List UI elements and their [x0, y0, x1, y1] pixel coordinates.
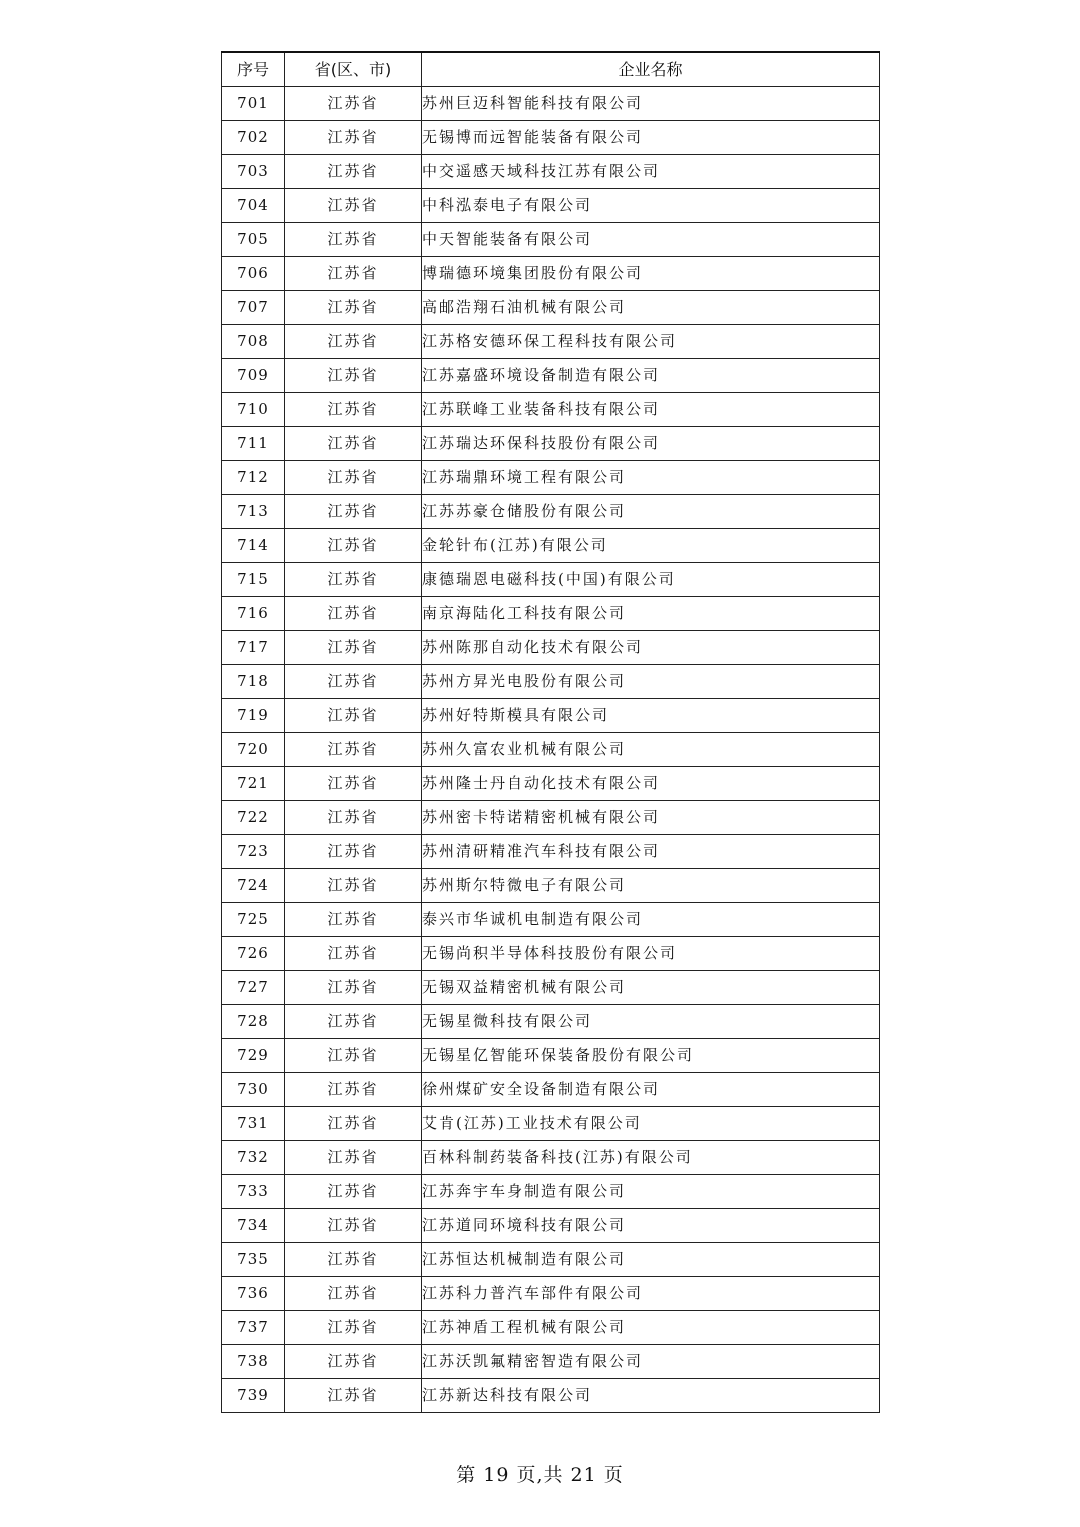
row-serial-number: 711 [222, 427, 285, 461]
row-serial-number: 715 [222, 563, 285, 597]
table-row [222, 1141, 880, 1175]
table-row [222, 1379, 880, 1413]
table-row [222, 1311, 880, 1345]
row-enterprise-name: 无锡博而远智能装备有限公司 [422, 121, 880, 155]
table-row [222, 597, 880, 631]
table-row [222, 257, 880, 291]
row-serial-number: 702 [222, 121, 285, 155]
row-province: 江苏省 [285, 937, 422, 971]
row-enterprise-name: 百林科制药装备科技(江苏)有限公司 [422, 1141, 880, 1175]
table-row [222, 937, 880, 971]
row-province: 江苏省 [285, 461, 422, 495]
table-row [222, 1073, 880, 1107]
row-enterprise-name: 苏州清研精准汽车科技有限公司 [422, 835, 880, 869]
row-serial-number: 727 [222, 971, 285, 1005]
row-serial-number: 713 [222, 495, 285, 529]
row-serial-number: 707 [222, 291, 285, 325]
row-province: 江苏省 [285, 733, 422, 767]
table-row [222, 903, 880, 937]
table-body [222, 87, 880, 1413]
row-serial-number: 705 [222, 223, 285, 257]
table-row [222, 699, 880, 733]
row-enterprise-name: 江苏奔宇车身制造有限公司 [422, 1175, 880, 1209]
table-row [222, 835, 880, 869]
row-province: 江苏省 [285, 869, 422, 903]
row-serial-number: 719 [222, 699, 285, 733]
row-serial-number: 724 [222, 869, 285, 903]
row-enterprise-name: 中科泓泰电子有限公司 [422, 189, 880, 223]
row-province: 江苏省 [285, 155, 422, 189]
table-row [222, 189, 880, 223]
row-province: 江苏省 [285, 257, 422, 291]
row-enterprise-name: 泰兴市华诚机电制造有限公司 [422, 903, 880, 937]
row-enterprise-name: 苏州斯尔特微电子有限公司 [422, 869, 880, 903]
row-serial-number: 738 [222, 1345, 285, 1379]
table-row [222, 1277, 880, 1311]
table-row [222, 393, 880, 427]
row-province: 江苏省 [285, 1005, 422, 1039]
header-enterprise-name: 企业名称 [422, 52, 880, 87]
row-enterprise-name: 苏州巨迈科智能科技有限公司 [422, 87, 880, 121]
table-row [222, 325, 880, 359]
row-enterprise-name: 江苏科力普汽车部件有限公司 [422, 1277, 880, 1311]
row-serial-number: 701 [222, 87, 285, 121]
table-row [222, 359, 880, 393]
table-row [222, 495, 880, 529]
row-enterprise-name: 江苏沃凯氟精密智造有限公司 [422, 1345, 880, 1379]
row-serial-number: 720 [222, 733, 285, 767]
row-province: 江苏省 [285, 1311, 422, 1345]
row-enterprise-name: 无锡双益精密机械有限公司 [422, 971, 880, 1005]
page-number-footer: 第 19 页,共 21 页 [456, 1464, 624, 1486]
row-serial-number: 706 [222, 257, 285, 291]
table-row [222, 801, 880, 835]
table-row [222, 563, 880, 597]
table-row [222, 1005, 880, 1039]
row-enterprise-name: 苏州陈那自动化技术有限公司 [422, 631, 880, 665]
row-enterprise-name: 中天智能装备有限公司 [422, 223, 880, 257]
table-row [222, 121, 880, 155]
table-row [222, 869, 880, 903]
row-province: 江苏省 [285, 359, 422, 393]
table-row [222, 223, 880, 257]
row-enterprise-name: 苏州久富农业机械有限公司 [422, 733, 880, 767]
row-province: 江苏省 [285, 699, 422, 733]
row-province: 江苏省 [285, 87, 422, 121]
row-serial-number: 709 [222, 359, 285, 393]
row-province: 江苏省 [285, 1175, 422, 1209]
row-province: 江苏省 [285, 1039, 422, 1073]
row-enterprise-name: 江苏新达科技有限公司 [422, 1379, 880, 1413]
row-enterprise-name: 康德瑞恩电磁科技(中国)有限公司 [422, 563, 880, 597]
table-row [222, 665, 880, 699]
row-serial-number: 712 [222, 461, 285, 495]
row-enterprise-name: 金轮针布(江苏)有限公司 [422, 529, 880, 563]
row-province: 江苏省 [285, 291, 422, 325]
row-province: 江苏省 [285, 427, 422, 461]
row-enterprise-name: 无锡星微科技有限公司 [422, 1005, 880, 1039]
row-serial-number: 734 [222, 1209, 285, 1243]
row-province: 江苏省 [285, 393, 422, 427]
row-enterprise-name: 无锡尚积半导体科技股份有限公司 [422, 937, 880, 971]
row-serial-number: 739 [222, 1379, 285, 1413]
row-serial-number: 703 [222, 155, 285, 189]
table-row [222, 1107, 880, 1141]
row-enterprise-name: 江苏瑞达环保科技股份有限公司 [422, 427, 880, 461]
row-province: 江苏省 [285, 495, 422, 529]
row-province: 江苏省 [285, 767, 422, 801]
row-province: 江苏省 [285, 189, 422, 223]
row-enterprise-name: 江苏格安德环保工程科技有限公司 [422, 325, 880, 359]
row-enterprise-name: 江苏恒达机械制造有限公司 [422, 1243, 880, 1277]
row-enterprise-name: 江苏嘉盛环境设备制造有限公司 [422, 359, 880, 393]
table-row [222, 733, 880, 767]
row-enterprise-name: 苏州方昇光电股份有限公司 [422, 665, 880, 699]
row-enterprise-name: 高邮浩翔石油机械有限公司 [422, 291, 880, 325]
row-province: 江苏省 [285, 835, 422, 869]
row-province: 江苏省 [285, 1345, 422, 1379]
row-province: 江苏省 [285, 1379, 422, 1413]
table-row [222, 427, 880, 461]
row-province: 江苏省 [285, 665, 422, 699]
row-province: 江苏省 [285, 1141, 422, 1175]
row-province: 江苏省 [285, 1107, 422, 1141]
table-row [222, 461, 880, 495]
row-enterprise-name: 苏州密卡特诺精密机械有限公司 [422, 801, 880, 835]
table-row [222, 1039, 880, 1073]
row-province: 江苏省 [285, 325, 422, 359]
table-row [222, 291, 880, 325]
row-serial-number: 728 [222, 1005, 285, 1039]
row-enterprise-name: 江苏神盾工程机械有限公司 [422, 1311, 880, 1345]
table-header-row [222, 52, 880, 87]
header-province: 省(区、市) [285, 52, 422, 87]
table-row [222, 1209, 880, 1243]
table-row [222, 1345, 880, 1379]
row-province: 江苏省 [285, 1073, 422, 1107]
row-serial-number: 718 [222, 665, 285, 699]
table-row [222, 87, 880, 121]
row-serial-number: 710 [222, 393, 285, 427]
row-serial-number: 716 [222, 597, 285, 631]
row-enterprise-name: 江苏联峰工业装备科技有限公司 [422, 393, 880, 427]
row-serial-number: 735 [222, 1243, 285, 1277]
row-serial-number: 736 [222, 1277, 285, 1311]
row-serial-number: 733 [222, 1175, 285, 1209]
enterprise-table [221, 51, 880, 1413]
row-serial-number: 737 [222, 1311, 285, 1345]
table-row [222, 155, 880, 189]
row-serial-number: 714 [222, 529, 285, 563]
row-serial-number: 708 [222, 325, 285, 359]
row-serial-number: 723 [222, 835, 285, 869]
row-serial-number: 722 [222, 801, 285, 835]
table-row [222, 1175, 880, 1209]
row-enterprise-name: 徐州煤矿安全设备制造有限公司 [422, 1073, 880, 1107]
table-row [222, 1243, 880, 1277]
table-row [222, 529, 880, 563]
row-serial-number: 721 [222, 767, 285, 801]
row-enterprise-name: 南京海陆化工科技有限公司 [422, 597, 880, 631]
row-serial-number: 731 [222, 1107, 285, 1141]
row-enterprise-name: 江苏瑞鼎环境工程有限公司 [422, 461, 880, 495]
row-province: 江苏省 [285, 597, 422, 631]
row-serial-number: 717 [222, 631, 285, 665]
row-enterprise-name: 博瑞德环境集团股份有限公司 [422, 257, 880, 291]
row-province: 江苏省 [285, 1243, 422, 1277]
row-province: 江苏省 [285, 529, 422, 563]
row-serial-number: 704 [222, 189, 285, 223]
row-province: 江苏省 [285, 1209, 422, 1243]
row-serial-number: 726 [222, 937, 285, 971]
row-serial-number: 725 [222, 903, 285, 937]
row-province: 江苏省 [285, 223, 422, 257]
header-serial-number: 序号 [222, 52, 285, 87]
row-province: 江苏省 [285, 563, 422, 597]
table-row [222, 971, 880, 1005]
row-enterprise-name: 无锡星亿智能环保装备股份有限公司 [422, 1039, 880, 1073]
row-enterprise-name: 中交遥感天域科技江苏有限公司 [422, 155, 880, 189]
row-enterprise-name: 江苏苏豪仓储股份有限公司 [422, 495, 880, 529]
row-province: 江苏省 [285, 903, 422, 937]
row-province: 江苏省 [285, 121, 422, 155]
table-row [222, 631, 880, 665]
row-enterprise-name: 苏州好特斯模具有限公司 [422, 699, 880, 733]
row-enterprise-name: 艾肯(江苏)工业技术有限公司 [422, 1107, 880, 1141]
row-enterprise-name: 苏州隆士丹自动化技术有限公司 [422, 767, 880, 801]
row-province: 江苏省 [285, 971, 422, 1005]
row-province: 江苏省 [285, 801, 422, 835]
row-serial-number: 729 [222, 1039, 285, 1073]
table-row [222, 767, 880, 801]
row-enterprise-name: 江苏道同环境科技有限公司 [422, 1209, 880, 1243]
row-province: 江苏省 [285, 1277, 422, 1311]
row-province: 江苏省 [285, 631, 422, 665]
row-serial-number: 732 [222, 1141, 285, 1175]
row-serial-number: 730 [222, 1073, 285, 1107]
